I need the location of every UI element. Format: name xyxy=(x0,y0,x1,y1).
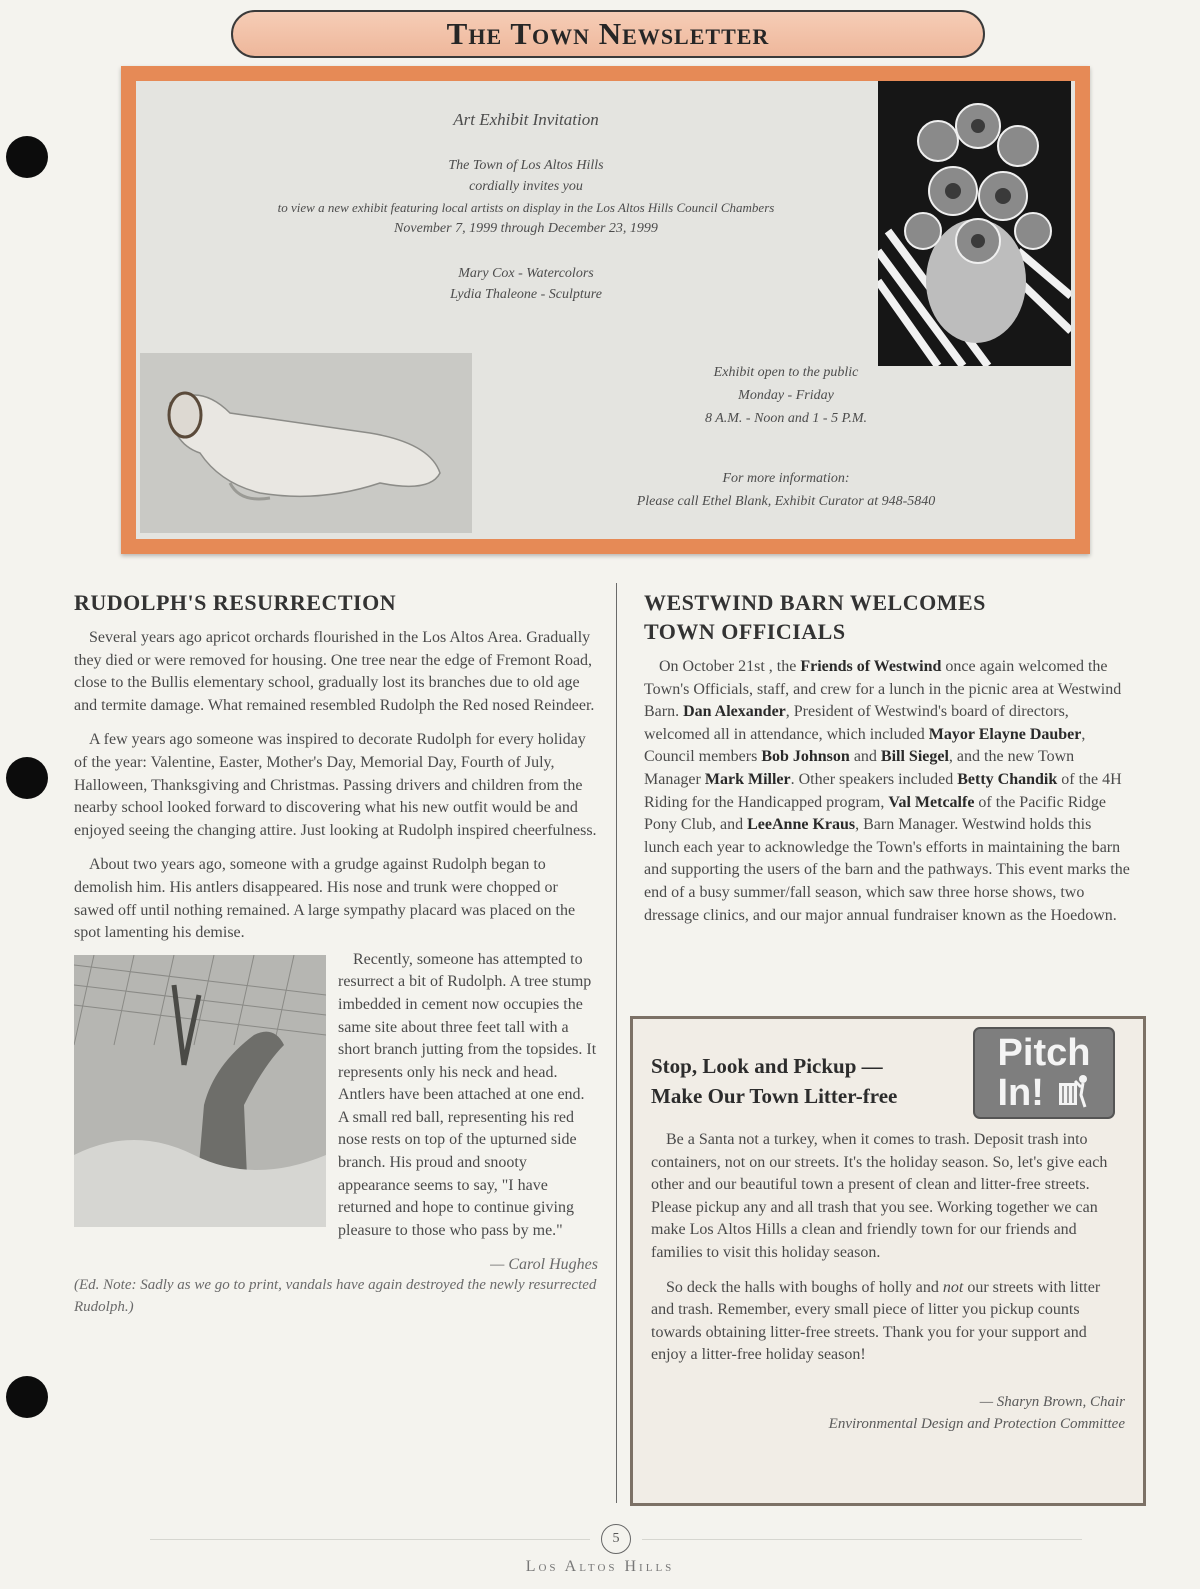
rudolph-article xyxy=(74,588,598,1318)
footer-town-name: Los Altos Hills xyxy=(525,1558,675,1575)
sculpture-photo xyxy=(140,353,472,533)
rudolph-stump-photo xyxy=(74,955,326,1227)
litter-signature-committee: Environmental Design and Protection Committee xyxy=(828,1415,1125,1432)
footer-rule xyxy=(150,1539,590,1540)
art-exhibit-invitation xyxy=(121,66,1090,554)
column-divider xyxy=(616,583,617,1503)
invitation-line: to view a new exhibit featuring local artists on display in the Los Altos Hills Council Chambers xyxy=(277,200,775,215)
pitch-in-logo xyxy=(973,1027,1115,1119)
westwind-text: , Barn Manager. Westwind holds this lunch each year to acknowledge the Town's efforts in maintaining the barn and supporting the users of the barn and the pathways. This event marks the end of a busy summer/fall season, which saw three horse shows, two dressage clinics, and our major annual fundraiser known as the Hoedown. xyxy=(644,816,1130,924)
westwind-name: Bill Siegel xyxy=(880,748,949,766)
binder-hole xyxy=(6,136,48,178)
westwind-text: of the 4H Riding for the Handicapped program, xyxy=(644,770,1122,811)
litter-text-part: our streets with litter and trash. Remember, every small piece of litter you pickup counts towards obtaining litter-free streets. Thank you for your support and enjoy a litter-free holiday season! xyxy=(651,1278,1101,1364)
sculpture-illustration xyxy=(140,353,472,533)
westwind-name: LeeAnne Kraus xyxy=(747,816,856,834)
westwind-text: once again welcomed the Town's Officials, staff, and crew for a lunch in the picnic area at Westwind Barn. xyxy=(644,658,1122,721)
invitation-line: The Town of Los Altos Hills xyxy=(448,158,604,173)
editor-note: (Ed. Note: Sadly as we go to print, vandals have again destroyed the newly resurrected Rudolph.) xyxy=(74,1277,597,1316)
westwind-article xyxy=(644,588,1130,939)
litter-text-part: So deck the halls with boughs of holly and xyxy=(666,1278,943,1296)
binder-hole xyxy=(6,1376,48,1418)
westwind-text: of the Pacific Ridge Pony Club, and xyxy=(644,793,1106,834)
rudolph-paragraph: Several years ago apricot orchards flourished in the Los Altos Area. Gradually they died or were removed for housing. One tree near the edge of Fremont Road, close to the Bullis elementary school, gradually lost its branches due to old age and termite damage. What remained resembled Rudolph the Red nosed Reindeer. xyxy=(74,629,595,714)
litter-title-line: Stop, Look and Pickup — xyxy=(651,1054,883,1078)
invitation-line: cordially invites you xyxy=(469,179,583,194)
binder-hole xyxy=(6,757,48,799)
contact-line: For more information: xyxy=(722,471,850,486)
stump-illustration xyxy=(74,955,326,1227)
rudolph-byline: — Carol Hughes xyxy=(490,1256,598,1274)
westwind-text: , President of Westwind's board of directors, welcomed all in attendance, which included xyxy=(644,703,1069,743)
footer-rule xyxy=(642,1539,1082,1540)
rudolph-paragraph: Recently, someone has attempted to resurrect a bit of Rudolph. A tree stump imbedded in cement now occupies the same site about three feet tall with a short branch jutting from the topsides. It represents only his neck and head. Antlers have been attached at one end. A small red ball, representing his red nose rests on top of the upturned side branch. His proud and snooty appearance seems to say, "I have returned and hope to continue giving pleasure to those who pass by me." xyxy=(338,950,597,1239)
invitation-heading: Art Exhibit Invitation xyxy=(453,110,599,129)
invitation-artist: Lydia Thaleone - Sculpture xyxy=(450,287,602,302)
litter-signature: — Sharyn Brown, Chair xyxy=(979,1393,1125,1410)
westwind-name: Bob Johnson xyxy=(761,748,850,766)
flower-illustration xyxy=(878,81,1071,366)
litter-free-sidebar xyxy=(630,1016,1146,1506)
invitation-dates: November 7, 1999 through December 23, 1999 xyxy=(394,221,658,236)
rudolph-paragraph: About two years ago, someone with a grudge against Rudolph began to demolish him. His antlers disappeared. His nose and trunk were chopped or sawed off until nothing remained. A large sympathy placard was placed on the spot lamenting his demise. xyxy=(74,856,576,942)
litter-paragraph xyxy=(651,1277,1125,1367)
flower-vase-image xyxy=(878,81,1071,366)
westwind-paragraph xyxy=(644,656,1130,927)
invitation-contact xyxy=(556,467,1016,513)
westwind-name: Mayor Elayne Dauber xyxy=(928,725,1082,743)
masthead-title: The Town Newsletter xyxy=(231,10,985,58)
westwind-name: Friends of Westwind xyxy=(800,658,942,675)
westwind-name: Val Metcalfe xyxy=(888,793,975,811)
contact-line: Please call Ethel Blank, Exhibit Curator at 948-5840 xyxy=(636,494,936,509)
pitch-logo-text: Pitch xyxy=(997,1032,1091,1074)
westwind-text: . Other speakers included xyxy=(790,770,958,788)
pitch-logo-text: In! xyxy=(997,1072,1044,1114)
litter-paragraph: Be a Santa not a turkey, when it comes to trash. Deposit trash into containers, not on our streets. It's the holiday season. So, let's give each other and our beautiful town a present of clean and litter-free streets. Please pickup any and all trash that you see. Working together we can make Los Altos Hills a clean and friendly town for our friends and families to visit this holiday season. xyxy=(651,1131,1108,1261)
litter-title xyxy=(651,1051,951,1111)
hours-line: 8 A.M. - Noon and 1 - 5 P.M. xyxy=(704,411,868,426)
trash-can-icon xyxy=(1055,1073,1091,1109)
westwind-title: WESTWIND BARN WELCOMES TOWN OFFICIALS xyxy=(644,590,986,644)
hours-line: Monday - Friday xyxy=(738,388,834,403)
rudolph-title: RUDOLPH'S RESURRECTION xyxy=(74,590,397,615)
westwind-name: Dan Alexander xyxy=(683,703,786,721)
page-number: 5 xyxy=(601,1524,631,1554)
litter-emphasis: not xyxy=(942,1278,964,1296)
westwind-text: , Council members xyxy=(644,725,1086,766)
invitation-hours xyxy=(576,361,996,430)
westwind-text: , and the new Town Manager xyxy=(644,748,1075,788)
westwind-text: and xyxy=(849,748,881,766)
invitation-artist: Mary Cox - Watercolors xyxy=(458,266,594,281)
litter-title-line: Make Our Town Litter-free xyxy=(651,1084,898,1108)
rudolph-paragraph: A few years ago someone was inspired to decorate Rudolph for every holiday of the year: Valentine, Easter, Mother's Day, Memorial Day, Fourth of July, Halloween, Thanksgiving and Christmas. Passing drivers and children from the nearby school looked forward to discovering what his new outfit would be and enjoyed seeing the changing attire. Just looking at Rudolph inspired cheerfulness. xyxy=(74,731,597,839)
hours-line: Exhibit open to the public xyxy=(713,365,859,380)
westwind-name: Mark Miller xyxy=(704,770,791,788)
invitation-text xyxy=(176,109,876,305)
westwind-name: Betty Chandik xyxy=(957,770,1058,788)
westwind-text: On October 21st , the xyxy=(659,658,801,675)
